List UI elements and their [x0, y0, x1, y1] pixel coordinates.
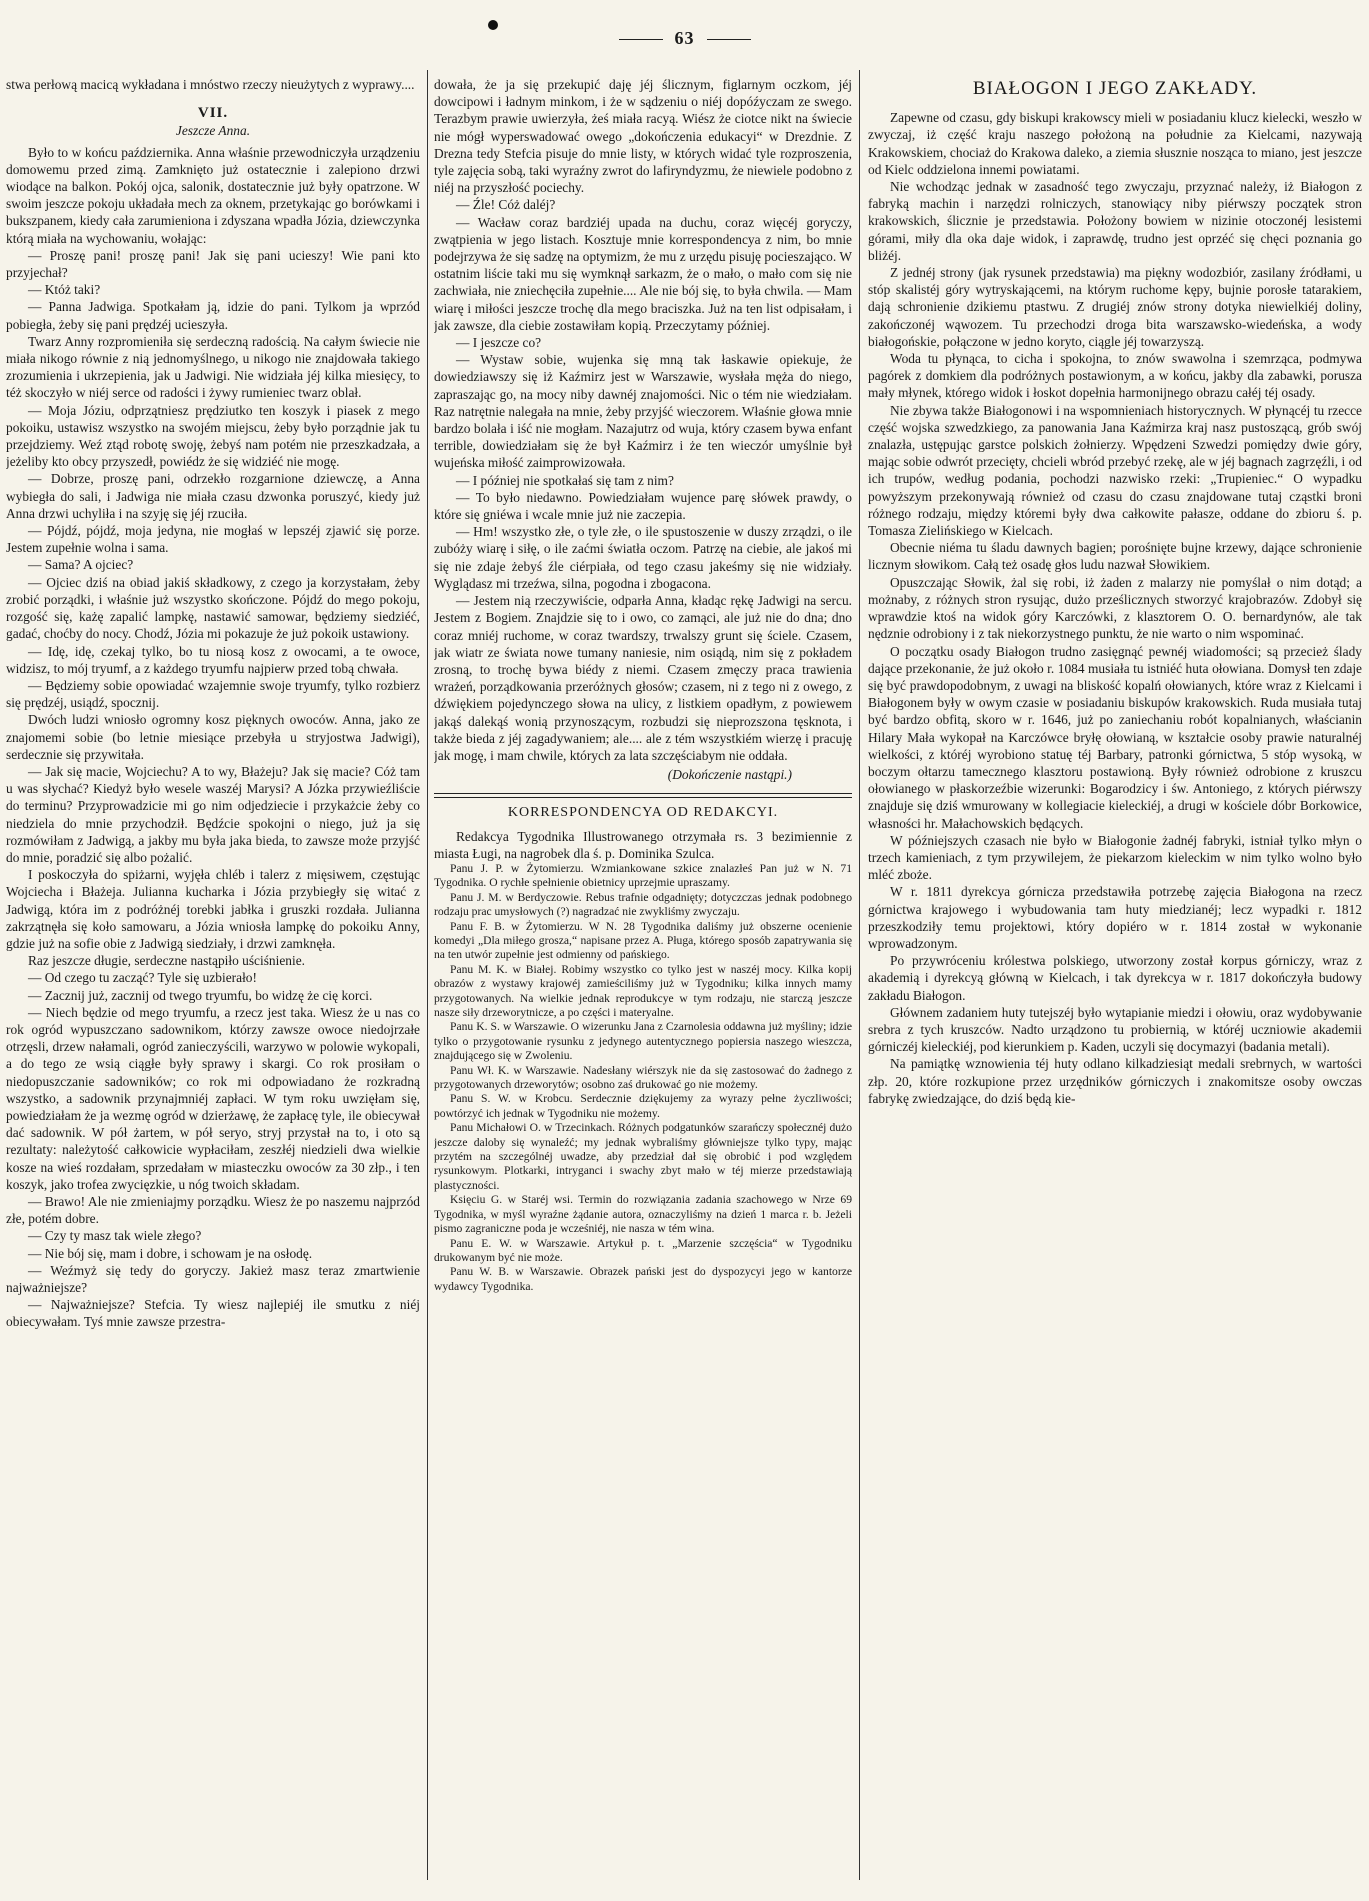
paragraph: Raz jeszcze długie, serdeczne nastąpiło uściśnienie.: [28, 953, 305, 969]
page-number: 63: [674, 28, 695, 48]
paragraph: — Hm! wszystko złe, o tyle złe, o ile spustoszenie w duszy zrządzi, o ile zubóży wiarę i siłę, o ile zaćmi światła oczom. Patrzę na ciebie, ale jakoś mi się nie zdaje żebyś źle ciérpiała, od tego czasu jakeśmy się nie widziały. Wyglądasz mi trzeźwa, silna, pogodna i zbogacona.: [434, 524, 852, 591]
paragraph: Nie wchodząc jednak w zasadność tego zwyczaju, przyznać należy, iż Białogon z fabryką machin i narzędzi rolniczych, stanowiący niby piérwszy początek stron krakowskich, ślicznie je przedstawia. Położony bowiem w nizinie otoczonéj lesistemi górami, miły dla oka daje widok, i zaprawdę, trudno jest oprzéć się chęci poznania go bliżéj.: [868, 179, 1362, 263]
paragraph: — Brawo! Ale nie zmieniajmy porządku. Wiesz że po naszemu najprzód złe, potém dobre.: [6, 1194, 420, 1227]
paragraph: Zapewne od czasu, gdy biskupi krakowscy mieli w posiadaniu klucz kielecki, weszło w zwyczaj, iż część kraju naszego położoną na południe za Kielcami, nazywają Krakowskiem, chociaż do Krakowa daleko, a ziemia słusznie nosząca to miano, jest jeszcze od Kielc oddzielona innemi powiatami.: [868, 110, 1362, 177]
correspondence-heading: KORRESPONDENCYA OD REDAKCYI.: [507, 805, 779, 821]
paragraph: Nie zbywa także Białogonowi i na wspomnieniach historycznych. W płynącéj tu rzecce część wojska szwedzkiego, za panowania Jana Kaźmirza kraj nasz pustoszącą, grób swój znalazła, ustępując garstce polskich żołnierzy. Wpędzeni Szwedzi pomiędzy dwie góry, mając sobie odwrót przecięty, chcieli wbród przebyć rzekę, ale w jéj bagnach zagrzęźli, i od ich trupów, według podania, pochodzi nazwisko rzeki: „Trupieniec.“ O wypadku powyższym przekonywają również od czasu do czasu znajdowane tutaj cząstki broni różnego rodzaju, między któremi były dwa całkowite pałasze, oddane do zbioru ś. p. Tomasza Zielińskiego w Kielcach.: [868, 402, 1362, 539]
paragraph: — Idę, idę, czekaj tylko, bo tu niosą kosz z owocami, a te owoce, widzisz, to mój tryumf, a z każdego tryumfu najpierw przed tobą chwała.: [6, 643, 420, 676]
bullet-mark: [488, 20, 498, 30]
continuation-note: (Dokończenie nastąpi.): [667, 767, 792, 783]
correspondence-item: Panu S. W. w Krobcu. Serdecznie dziękujemy za wyrazy pełne życzliwości; powtórzyć ich jednak w Tygodniku nie możemy.: [434, 1092, 852, 1120]
paragraph: Woda tu płynąca, to cicha i spokojna, to znów swawolna i szemrząca, podmywa pagórek z domkiem dla podróżnych postawionym, a w końcu, jakby dla zabawki, porusza mały młynek, którego widok i łoskot dopełnia harmonijnego obrazu całéj téj osady.: [868, 351, 1362, 401]
paragraph: I poskoczyła do spiżarni, wyjęła chléb i talerz z mięsiwem, częstując Wojciecha i Błażeja. Julianna kucharka i Józia przybiegły się witać z Jadwigą, która im z podróżnéj torebki jabłka i gruszki rozdała. Julianna zakrzątnęła się koło samowaru, a Józia wniosła lampkę do pokoiku Anny, gdzie już na sofie obie z Jadwigą siedziały, i drzwi zamknęła.: [6, 867, 420, 951]
section-divider: [434, 793, 852, 794]
paragraph: Z jednéj strony (jak rysunek przedstawia) ma piękny wodozbiór, zasilany źródłami, u stóp skalistéj góry wytryskającemi, na którym ruchome kępy, bujnie porosłe tatarakiem, dają schronienie dzikiemu ptastwu. Z drugiéj znów strony dotyka niewielkiéj doliny, zakończonéj wąwozem. Tu przechodzi droga bita warszawsko-wiedeńska, a wody białogońskie, połączone w jedno koryto, ciągle jéj towarzyszą.: [868, 265, 1362, 349]
paragraph: O początku osady Białogon trudno zasięgnąć pewnéj wiadomości; są przecież ślady dające przekonanie, że już około r. 1084 musiała tu istniéć huta ołowiana. Domysł ten zdaje się być prawdopodobnym, z uwagi na bliskość kopalń ołowianych, które wraz z Kielcami i Białogonem były w owym czasie w posiadaniu biskupów krakowskich. Ruda musiała tutaj być bardzo obfitą, skoro w r. 1646, już po zaniechaniu robót kopalnianych, właścianin Hilary Mała wykopał na Karczówce bryłę ołowianą, w kształcie osoby prawie naturalnéj wielkości, z któréj wyrobiono statuę téj Barbary, patronki górnictwa, 5 stóp wysoką, w boczym ołtarzu tamecznego klasztoru postawioną. Były również odrobione z kruszcu ołowianego w płaskorzeźbie wizerunki: Bogarodzicy i św. Antoniego, z których piérwszy znajduje się dziś wmurowany w kollegiacie kieleckiéj, a drugi w kościele dóbr Borkowice, własności hr. Małachowskich będących.: [868, 643, 1362, 831]
paragraph: — Proszę pani! proszę pani! Jak się pani ucieszy! Wie pani kto przyjechał?: [6, 247, 420, 281]
paragraph: — Panna Jadwiga. Spotkałam ją, idzie do pani. Tylkom ja wprzód pobiegła, żeby się pani prędzéj ucieszyła.: [6, 299, 420, 332]
paragraph: — Wacław coraz bardziéj upada na duchu, coraz więcéj goryczy, zwątpienia w jego listach. Kosztuje mnie korrespondencya z nim, bo mnie podejrzywa że się sadzę na optymizm, że mu z urzędu pisuję pocieszająco. W ostatnim liście taki mu się wymknął sarkazm, że o mało, o mało com się nie zachwiała, nie zniechęciła zupełnie.... Ale nie bój się, to była chwila. — Mam wiarę i miłości jeszcze trochę dla mego braciszka. Już na ten list odpisałam, i jak zawsze, dla ciebie zostawiłam kopią. Przeczytamy później.: [434, 214, 852, 333]
paragraph: — Jak się macie, Wojciechu? A to wy, Błażeju? Jak się macie? Cóż tam u was słychać? Kiedyż było wesele waszéj Marysi? A Józka przywieźliście do terminu? Przyprowadzicie mi go nim odjedziecie i przykażcie żeby co niedziela do mnie przychodził. Będźcie spokojni o niego, już ja się rozmówiłam z Jadwigą, a jakby mu była jaka bieda, to zawsze może przyjść do mnie, poradzić się albo pożalić.: [6, 763, 420, 865]
paragraph: Obecnie niéma tu śladu dawnych bagien; porośnięte bujne krzewy, dające schronienie licznym słowikom. Całą też osadę głos ludu nazwał Słowikiem.: [868, 540, 1362, 573]
paragraph: — Zacznij już, zacznij od twego tryumfu, bo widzę że cię korci.: [28, 987, 373, 1003]
correspondence-item: Panu J. M. w Berdyczowie. Rebus trafnie odgadnięty; dotyczczas jednak podobnego rodzaju prac umysłowych (?) nagradzać nie zwykliśmy zwyczaju.: [434, 890, 852, 919]
paragraph: — Niech będzie od mego tryumfu, a rzecz jest taka. Wiesz że u nas co rok ogród wypuszczano sadownikom, którzy zawsze owoce niedojrzałe otrzęsli, drzew nałamali, ogród zanieczyścili, warzywo w polowie wykopali, a do tego ze wsią ciągłe były sprawy i skargi. Co rok prosiłam o niedopuszczanie sadowników; co rok mi odpowiadano że rozkradną wszystko, a sadownik przynajmniéj zapłaci. W tym roku uwzięłam się, powiedziałam że ja wezmę ogród w dzierżawę, że zapłacę tyle, ile obiecywał dać sadownik. W pół żartem, w pół seryo, stryj przystał na to, i oto są rezultaty: należytość całkowicie wypłaciłam, zeszłéj niedzieli dwa wielkie kosze na wieś rozdałam, sprzedałam w miasteczku owoców za 30 złp., i ten koszyk, jako trofea zwycięzkie, u nóg twoich składam.: [6, 1004, 420, 1192]
paragraph: — Od czego tu zacząć? Tyle się uzbierało!: [28, 970, 257, 986]
chapter-heading: VII.: [197, 105, 229, 122]
paragraph: — Pójdź, pójdź, moja jedyna, nie mogłaś w lepszéj zjawić się porze. Jestem zupełnie wolna i sama.: [6, 523, 420, 556]
paragraph: — I później nie spotkałaś się tam z nim?: [456, 472, 674, 488]
paragraph: — Któż taki?: [28, 282, 101, 298]
correspondence-item: Panu J. P. w Żytomierzu. Wzmiankowane szkice znalazłeś Pan już w N. 71 Tygodnika. O rychłe spełnienie obietnicy uprzejmie upraszamy.: [434, 861, 852, 890]
section-divider: [434, 797, 852, 798]
correspondence-item: Panu M. K. w Białej. Robimy wszystko co tylko jest w naszéj mocy. Kilka kopij obrazów z wystawy krajowéj zamieściliśmy już w Tygodniku; kilka innych mamy przygotowanych. Na wielkie jednak reprodukcye w tym rodzaju, nie starczą jeszcze nasze siły drzeworytnicze, a po części i materyalne.: [434, 962, 852, 1019]
correspondence-item: Panu Wł. K. w Warszawie. Nadesłany wiérszyk nie da się zastosować do żadnego z przygotowanych drzeworytów; osobno zaś drukować go nie możemy.: [434, 1063, 852, 1092]
paragraph: Dwóch ludzi wniosło ogromny kosz pięknych owoców. Anna, jako ze znajomemi sobie (bo letnie miesiące przebyła u stryjostwa Jadwigi), serdecznie się przywitała.: [6, 712, 420, 762]
correspondence-item: Panu E. W. w Warszawie. Artykuł p. t. „Marzenie szczęścia“ w Tygodniku drukowanym być nie może.: [434, 1236, 852, 1264]
paragraph: Było to w końcu października. Anna właśnie przewodniczyła urządzeniu domowemu przed zimą. Zamknięto już ostatecznie i zalepiono drzwi wiodące na balkon. Pokój ojca, salonik, dostatecznie już były opatrzone. W swoim jeszcze pokoju układała mech za oknem, przetykając go borówkami i bukszpanem, kiedy cała zarumieniona i zdyszana wpadła Józia, dziewczynka którą miała na wychowaniu, wołając:: [6, 144, 420, 246]
paragraph: — To było niedawno. Powiedziałam wujence parę słówek prawdy, o które się gniéwa i wcale mnie już nie zaczepia.: [434, 489, 852, 523]
paragraph: — I jeszcze co?: [456, 335, 542, 351]
paragraph: — Weźmyż się tedy do goryczy. Jakież masz teraz zmartwienie najważniejsze?: [6, 1262, 420, 1296]
paragraph: Opuszczając Słowik, żal się robi, iż żaden z malarzy nie pomyślał o nim dotąd; a możnaby, z różnych stron rysując, dużo prześlicznych stworzyć krajobrazów. Zdobył się wprawdzie ktoś na widok góry Karczówki, z klasztorem O. O. bernardynów, ale tak nędznie odrobiony i z tak niekorzystnego punktu, że nie warto o nim wspominać.: [868, 574, 1362, 642]
column-1: [6, 76, 420, 1881]
paragraph: — Ojciec dziś na obiad jakiś składkowy, z czego ja korzystałam, żeby zrobić porządki, i właśnie już wszystko skończone. Pójdź do mego pokoju, rozgość się, każę zapalić lampkę, nastawić samowar, będziemy siedziéć, gadać, choćby do nocy. Chodź, Józia mi pokazuje że już pokoik ustawiony.: [6, 574, 420, 642]
paragraph: — Czy ty masz tak wiele złego?: [28, 1228, 202, 1244]
paragraph: — Źle! Cóż daléj?: [456, 197, 556, 213]
correspondence-item: Panu F. B. w Żytomierzu. W N. 28 Tygodnika daliśmy już obszerne ocenienie komedyi „Dla miłego grosza,“ napisane przez A. Pługa, którego sposób zapatrywania się na ten utwór zupełnie jest odmienny od pańskiego.: [434, 919, 852, 962]
correspondence-item: Panu W. B. w Warszawie. Obrazek pański jest do dyspozycyi jego w kantorze wydawcy Tygodnika.: [434, 1265, 852, 1293]
paragraph: — Będziemy sobie opowiadać wzajemnie swoje tryumfy, tylko rozbierz się prędzéj, usiądź, spocznij.: [6, 677, 420, 711]
page-header: [0, 28, 1369, 58]
chapter-subtitle: Jeszcze Anna.: [175, 123, 251, 139]
paragraph: Głównem zadaniem huty tutejszéj było wytapianie miedzi i ołowiu, oraz wydobywanie srebra z tych kruszców. Nadto urządzono tu probiernią, w któréj uczniowie akademii górniczéj kieleckiéj, pod kierunkiem p. Kaden, uczyli się docymazyi (badania metali).: [868, 1004, 1362, 1055]
correspondence-intro: Redakcya Tygodnika Illustrowanego otrzymała rs. 3 bezimiennie z miasta Ługi, na nagrobek dla ś. p. Dominika Szulca.: [434, 828, 852, 861]
paragraph: — Nie bój się, mam i dobre, i schowam je na osłodę.: [28, 1245, 313, 1261]
paragraph: — Najważniejsze? Stefcia. Ty wiesz najlepiéj ile smutku z niéj obiecywałam. Tyś mnie zawsze przestra-: [6, 1297, 420, 1330]
paragraph: — Sama? A ojciec?: [28, 557, 134, 573]
paragraph: — Dobrze, proszę pani, odrzekło rozgarnione dziewczę, a Anna wybiegła do sali, i Jadwiga nie miała czasu dzwonka poruszyć, kiedy już Anna drzwi uchyliła i na szyję się jéj rzuciła.: [6, 471, 420, 521]
paragraph: — Moja Józiu, odprzątniesz prędziutko ten koszyk i piasek z mego pokoiku, ustawisz wszystko na swojém miejscu, żeby było porządnie jak tu przejdziemy. Weź ztąd robotę swoję, żebyś nam potém nie przeszkadzała, a jeżeliby kto obcy przyszedł, powiédz że się widziéć nie mogę.: [6, 402, 420, 470]
article-title: BIAŁOGON I JEGO ZAKŁADY.: [972, 78, 1258, 99]
column-3: [868, 76, 1362, 1881]
paragraph: Po przywróceniu królestwa polskiego, utworzony został korpus górniczy, wraz z akademią i dyrekcyą główną w Kielcach, i tak dyrekcya w r. 1817 dokończyła budowy zakładu Białogon.: [868, 953, 1362, 1003]
correspondence-item: Panu Michałowi O. w Trzecinkach. Różnych podgatunków szarańczy społecznéj dużo jeszcze daloby się wynaleźć; my jednak wybraliśmy główniejsze tylko typy, mając przytém na szczególnéj uwadze, aby przedział dał się obrobić i pod względem rysunkowym. Plotkarki, intryganci i swachy zbyt mało w téj mierze przedstawiają plastyczności.: [434, 1121, 852, 1192]
paragraph: — Jestem nią rzeczywiście, odparła Anna, kładąc rękę Jadwigi na sercu. Jestem z Bogiem. Znajdzie się to i owo, co zamąci, ale już nie do dna; dno coraz mniéj ruchome, w coraz twardszy, trwalszy grunt się ściele. Czasem, jak wiatr ze świata nowe tumany naniesie, nim osiądą, nim się z pokładem zrosną, to trochę bywa biédy z niemi. Czasem zmęczy praca trawienia wrażeń, porządkowania przeróżnych głosów; czasem, ni z tego ni z owego, z dźwiękiem pojedynczego słowa na ulicy, z listkiem opadłym, z powiewem jakąś dalekąś wonią przynoszącym, rozbudzi się nieprozszona tęsknota, i także bieda z jéj zagadywaniem; ale.... ale z tém wszystkiém wierzę i pracuję jak mogę, i mam chwile, których za lata szczęściabym nie oddała.: [434, 593, 852, 763]
paragraph: W późniejszych czasach nie było w Białogonie żadnéj fabryki, istniał tylko młyn o trzech kamieniach, z tym przywilejem, że piekarzom kieleckim w nim tylko wolno było mléć zboże.: [868, 832, 1362, 883]
column-rule-left: [427, 70, 428, 1880]
paragraph: — Wystaw sobie, wujenka się mną tak łaskawie opiekuje, że dowiedziawszy się iż Kaźmirz jest w Warszawie, wysłała męża do niego, zapraszając go, na mocy niby dawnéj znajomości. Nic o tém nie wiedziałam. Raz natrętnie nalegała na mnie, żeby przyjść wieczorem. Właśnie głowa mnie bardzo bolała i iść nie mogłam. Nazajutrz od wuja, który czasem bywa enfant terrible, dowiedziałam się że był Kaźmirz i że ten wieczór umyślnie był wujeńska miłość zaimprowizowała.: [434, 352, 852, 471]
column-2: [434, 76, 852, 1881]
correspondence-item: Księciu G. w Staréj wsi. Termin do rozwiązania zadania szachowego w Nrze 69 Tygodnika, w myśl wyraźne żądanie autora, oznaczyliśmy na dzień 1 marca r. b. Jeżeli pismo zagraniczne poda je wcześniéj, nie nasza w tém wina.: [434, 1193, 852, 1236]
correspondence-list: [434, 862, 852, 1294]
paragraph: W r. 1811 dyrekcya górnicza przedstawiła potrzebę zajęcia Białogona na rzecz górnictwa krajowego i wybudowania tam huty miedzianéj; lecz wypadki r. 1812 przeszkodziły temu projektowi, który dopiéro w r. 1814 został w wykonanie wprowadzonym.: [868, 884, 1362, 951]
paragraph: Na pamiątkę wznowienia téj huty odlano kilkadziesiąt medali srebrnych, w wartości złp. 20, które rozkupione przez urzędników górniczych i znakomitsze osoby owczas fabrykę zwiedzające, do dziś będą kie-: [868, 1056, 1362, 1106]
correspondence-item: Panu K. S. w Warszawie. O wizerunku Jana z Czarnolesia oddawna już myśliny; idzie tylko o przygotowanie rysunku z jedynego autentycznego popiersia naszego wieszcza, znajdującego się w Zwoleniu.: [434, 1020, 852, 1063]
paragraph: Twarz Anny rozpromieniła się serdeczną radością. Na całym świecie nie miała nikogo równie z nią jednomyślnego, u nikogo nie znajdowała takiego zrozumienia i ukrzepienia, jak u Jadwigi. Nie widziała jéj kilka miesięcy, to téż skoczyło w niéj serce od radości i żywy rumieniec twarz oblał.: [6, 333, 420, 401]
continued-text: stwa perłową macicą wykładana i mnóstwo rzeczy nieużytych z wyprawy....: [6, 77, 415, 92]
column-rule-right: [859, 70, 860, 1880]
paragraph: dowała, że ja się przekupić daję jéj ślicznym, figlarnym oczkom, jéj dowcipowi i ładnym minkom, i że w sądzeniu o niéj dopóźyczam ze swego. Terazbym prawie uwierzyła, żeś miała racyą. Wiész że ciotce nikt na świecie nie mógł wyperswadować owego „dokończenia edukacyi“ w Drezdnie. Z Drezna tedy Stefcia pisuje do mnie listy, w których widać tyle rozproszenia, tyle zajęcia sobą, taki wyraźny zwrot do lafiryndyzmu, że niewiele podobno z niéj na przyszłość pociechy.: [434, 77, 852, 196]
